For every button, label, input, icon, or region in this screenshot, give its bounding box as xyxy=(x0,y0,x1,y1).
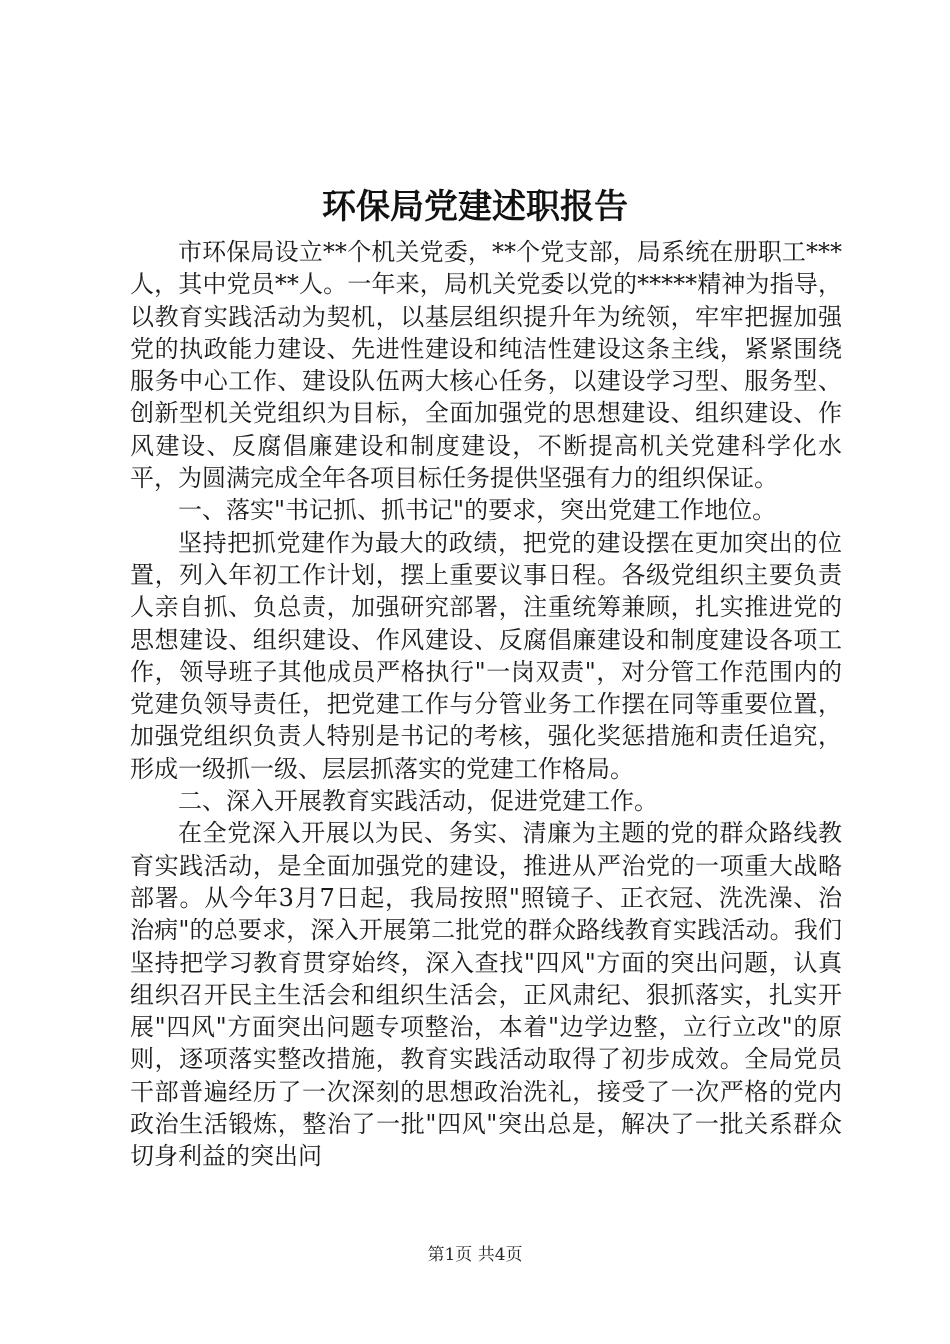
paragraph-section-2: 在全党深入开展以为民、务实、清廉为主题的党的群众路线教育实践活动，是全面加强党的建设，推进从严治党的一项重大战略部署。从今年3月7日起，我局按照"照镜子、正衣冠、洗洗澡、治治病"的总要求，深入开展第二批党的群众路线教育实践活动。我们坚持把学习教育贯穿始终，深入查找"四风"方面的突出问题，认真组织召开民主生活会和组织生活会，正风肃纪、狠抓落实，扎实开展"四风"方面突出问题专项整治，本着"边学边整，立行立改"的原则，逐项落实整改措施，教育实践活动取得了初步成效。全局党员干部普遍经历了一次深刻的思想政治洗礼，接受了一次严格的党内政治生活锻炼，整治了一批"四风"突出总是，解决了一批关系群众切身利益的突出问 xyxy=(130,819,842,1171)
document-body xyxy=(130,236,842,1173)
section-heading-2: 二、深入开展教育实践活动，促进党建工作。 xyxy=(178,787,658,816)
section-heading-1: 一、落实"书记抓、抓书记"的要求，突出党建工作地位。 xyxy=(178,496,777,525)
paragraph-section-1: 坚持把抓党建作为最大的政绩，把党的建设摆在更加突出的位置，列入年初工作计划，摆上重要议事日程。各级党组织主要负责人亲自抓、负总责，加强研究部署，注重统筹兼顾，扎实推进党的思想建设、组织建设、作风建设、反腐倡廉建设和制度建设各项工作，领导班子其他成员严格执行"一岗双责"，对分管工作范围内的党建负领导责任，把党建工作与分管业务工作摆在同等重要位置，加强党组织负责人特别是书记的考核，强化奖惩措施和责任追究，形成一级抓一级、层层抓落实的党建工作格局。 xyxy=(130,528,842,783)
document-title: 环保局党建述职报告 xyxy=(322,187,628,227)
paragraph-intro: 市环保局设立**个机关党委，**个党支部，局系统在册职工***人，其中党员**人。一年来，局机关党委以党的*****精神为指导，以教育实践活动为契机，以基层组织提升年为统领，牢牢把握加强党的执政能力建设、先进性建设和纯洁性建设这条主线，紧紧围绕服务中心工作、建设队伍两大核心任务，以建设学习型、服务型、创新型机关党组织为目标，全面加强党的思想建设、组织建设、作风建设、反腐倡廉建设和制度建设，不断提高机关党建科学化水平，为圆满完成全年各项目标任务提供坚强有力的组织保证。 xyxy=(130,238,842,493)
page-number-footer: 第1页 共4页 xyxy=(427,1245,523,1265)
